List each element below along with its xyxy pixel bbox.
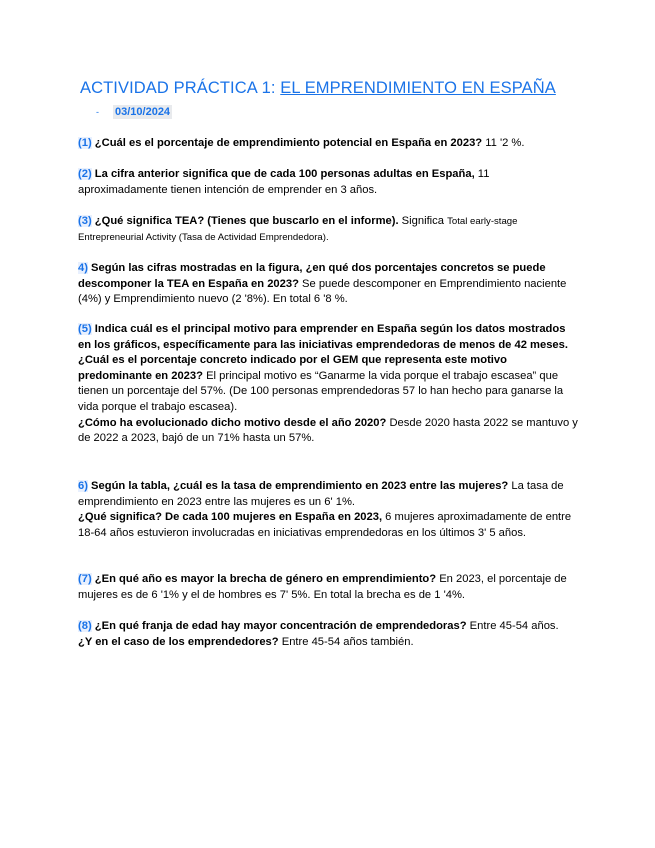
answer-small-text: Total early-stage Entrepreneurial Activity (Tasa de Actividad Emprendedora). <box>78 216 518 243</box>
question-number: 6) <box>78 480 88 492</box>
question-number: (8) <box>78 620 92 632</box>
question-number: 4) <box>78 262 88 274</box>
question-text: ¿Cuál es el porcentaje de emprendimiento potencial en España en 2023? <box>91 137 483 149</box>
answer-text: En 2023, el porcentaje de mujeres es de 6 '1% y el de hombres es 7' 5%. En total la brecha es de 1 '4%. <box>78 573 567 601</box>
answer-text-2: Entre 45-54 años también. <box>278 635 414 648</box>
question-text: ¿Qué significa TEA? (Tienes que buscarlo en el informe). <box>91 215 399 227</box>
question-text: Indica cuál es el principal motivo para emprender en España según los datos mostrados en los gráficos, específicamente para las iniciativas emprendedoras de menos de 42 meses. <box>78 323 568 351</box>
question-text-2: ¿Cuál es el porcentaje concreto indicado por el GEM que representa este motivo predominante en 2023? <box>78 354 507 382</box>
answer-text: 11 aproximadamente tienen intención de emprender en 3 años. <box>78 168 490 196</box>
title-prefix: ACTIVIDAD PRÁCTICA 1: <box>80 79 281 97</box>
question-number: (5) <box>78 323 92 335</box>
answer-text-2: 6 mujeres aproximadamente de entre 18-64 años estuvieron involucradas en iniciativas emprendedoras en los últimos 3' 5 años. <box>78 511 572 539</box>
bullet: - <box>96 107 99 117</box>
question-number: (3) <box>78 215 92 227</box>
question-text-3: ¿Cómo ha evolucionado dicho motivo desde el año 2020? <box>78 416 387 429</box>
question-text-2: ¿Y en el caso de los emprendedores? <box>78 635 279 648</box>
date-line <box>96 106 172 118</box>
question-4 <box>78 261 578 308</box>
answer-text: La tasa de emprendimiento en 2023 entre las mujeres es un 6' 1%. <box>78 480 564 508</box>
answer-text-3: Desde 2020 hasta 2022 se mantuvo y de 2022 a 2023, bajó de un 71% hasta un 57%. <box>78 416 578 445</box>
question-3 <box>78 214 578 245</box>
question-number: (2) <box>78 168 92 180</box>
date-chip[interactable]: 03/10/2024 <box>115 106 171 118</box>
answer-text: Entre 45-54 años. <box>466 620 559 632</box>
question-6 <box>78 479 578 541</box>
question-2 <box>78 167 578 198</box>
question-7 <box>78 572 578 603</box>
question-text-2: ¿Qué significa? De cada 100 mujeres en España en 2023, <box>78 511 383 524</box>
question-number: (1) <box>78 137 92 149</box>
answer-text-2: El principal motivo es “Ganarme la vida porque el trabajo escasea” que tienen un porcentaje del 57%. (De 100 personas emprendedoras 57 lo han hecho para ganarse la vida porque el trabajo escasea). <box>78 369 564 413</box>
question-text: La cifra anterior significa que de cada 100 personas adultas en España, <box>91 168 475 180</box>
answer-text: 11 '2 %. <box>482 137 525 149</box>
question-1 <box>78 136 578 152</box>
question-text: ¿En qué franja de edad hay mayor concentración de emprendedoras? <box>91 620 467 632</box>
question-text: Según las cifras mostradas en la figura, ¿en qué dos porcentajes concretos se puede descomponer la TEA en España en 2023? <box>78 262 546 290</box>
question-text: Según la tabla, ¿cuál es la tasa de emprendimiento en 2023 entre las mujeres? <box>87 480 509 492</box>
answer-text: Se puede descomponer en Emprendimiento naciente (4%) y Emprendimiento nuevo (2 '8%). En total 6 '8 %. <box>78 277 567 306</box>
answer-text: Significa <box>398 215 448 227</box>
page-title <box>80 79 556 98</box>
title-link[interactable]: EL EMPRENDIMIENTO EN ESPAÑA <box>280 79 556 97</box>
question-8 <box>78 619 578 650</box>
question-number: (7) <box>78 573 92 585</box>
question-5 <box>78 322 578 447</box>
question-text: ¿En qué año es mayor la brecha de género en emprendimiento? <box>91 573 437 585</box>
